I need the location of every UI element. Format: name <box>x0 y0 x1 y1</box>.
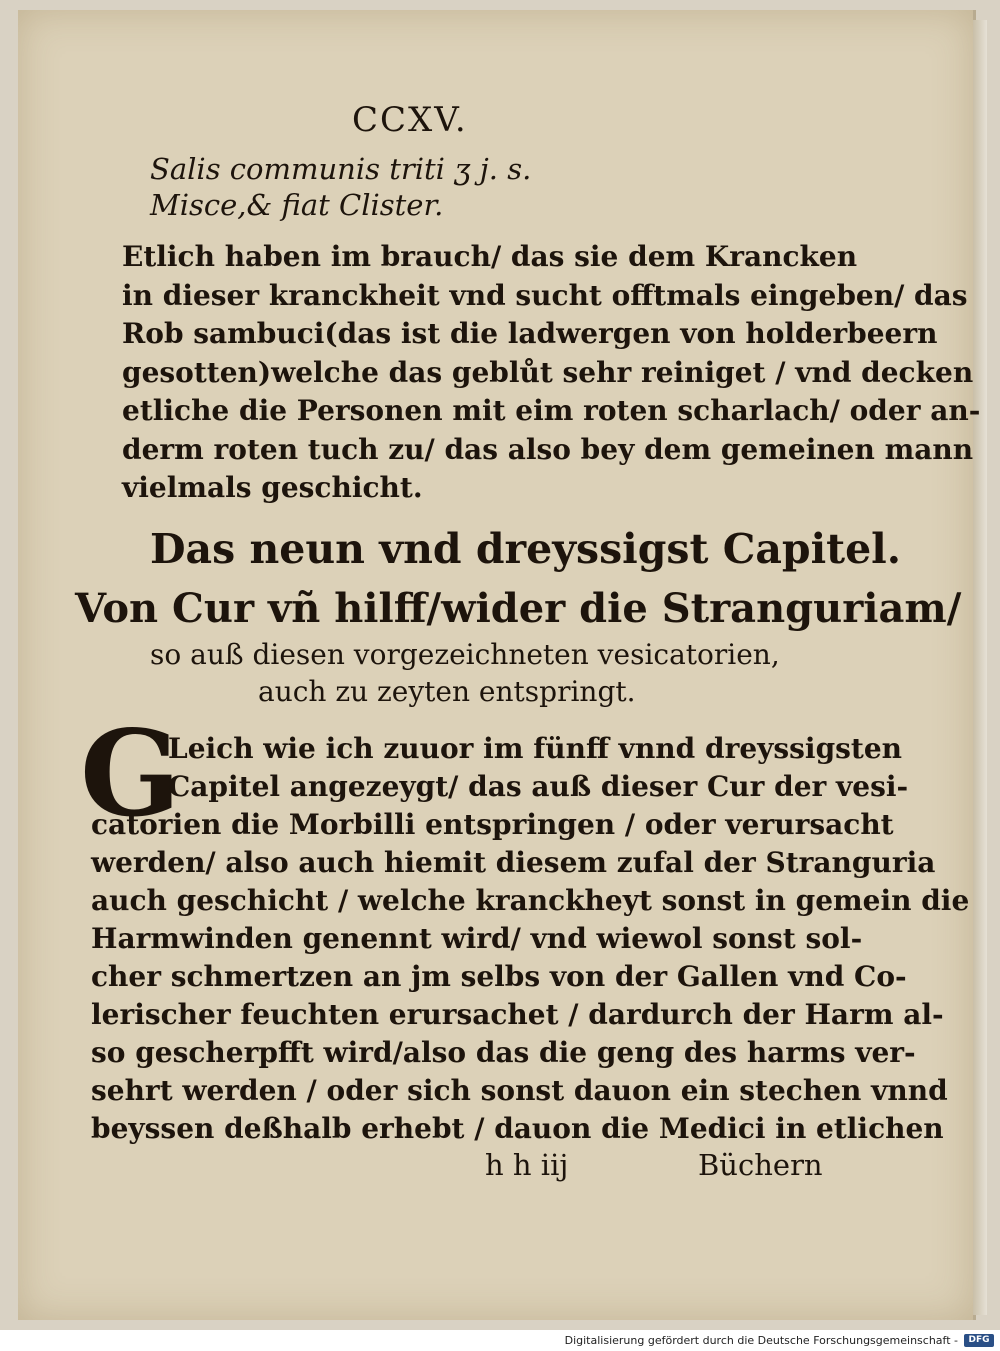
text-line: so gescherpfft wird/also das die geng des harms ver- <box>91 1036 916 1069</box>
chapter-subtitle: auch zu zeyten entspringt. <box>258 675 636 708</box>
page-number: CCXV. <box>352 100 468 140</box>
paragraph-2-indented <box>168 730 908 806</box>
text-line: in dieser kranckheit vnd sucht offtmals eingeben/ das <box>122 278 968 312</box>
text-line: Rob sambuci(das ist die ladwergen von holderbeern <box>122 317 938 350</box>
text-line: derm roten tuch zu/ das also bey dem gemeinen mann <box>122 432 974 466</box>
recipe-line: Salis communis triti ʒ j. s. <box>150 152 532 186</box>
chapter-heading: Das neun vnd dreyssigst Capitel. <box>150 525 902 573</box>
text-line: etliche die Personen mit eim roten scharlach/ oder an- <box>122 394 981 427</box>
text-line: sehrt werden / oder sich sonst dauon ein stechen vnnd <box>91 1074 948 1107</box>
text-line: werden/ also auch hiemit diesem zufal der Stranguria <box>91 846 936 879</box>
dfg-logo-icon: DFG <box>964 1334 994 1347</box>
text-line: Leich wie ich zuuor im fünff vnnd dreyssigsten <box>168 732 903 765</box>
chapter-title: Von Cur vñ hilff/wider die Stranguriam/ <box>75 585 962 632</box>
text-line: Etlich haben im brauch/ das sie dem Krancken <box>122 240 858 273</box>
chapter-subtitle: so auß diesen vorgezeichneten vesicatorien, <box>150 638 780 671</box>
text-line: cher schmertzen an jm selbs von der Gallen vnd Co- <box>91 960 907 993</box>
text-line: catorien die Morbilli entspringen / oder verursacht <box>91 808 894 841</box>
text-line: beyssen deßhalb erhebt / dauon die Medici in etlichen <box>91 1112 944 1145</box>
text-line: vielmals geschicht. <box>122 471 423 504</box>
page-edge <box>973 20 987 1315</box>
paragraph-2 <box>91 806 969 1148</box>
signature-mark: h h iij <box>485 1148 569 1182</box>
text-line: Harmwinden genennt wird/ vnd wiewol sonst sol- <box>91 922 863 955</box>
catchword: Büchern <box>698 1148 823 1182</box>
recipe-line: Misce,& fiat Clister. <box>150 188 444 222</box>
funding-notice: Digitalisierung gefördert durch die Deutsche Forschungsgemeinschaft - <box>564 1334 958 1347</box>
text-line: auch geschicht / welche kranckheyt sonst in gemein die <box>91 884 970 917</box>
text-line: Capitel angezeygt/ das auß dieser Cur der vesi- <box>168 770 909 803</box>
drop-cap: G <box>80 704 181 843</box>
paragraph-1 <box>122 238 980 508</box>
text-line: lerischer feuchten erursachet / dardurch der Harm al- <box>91 998 944 1031</box>
text-line: gesotten)welche das geblůt sehr reiniget / vnd decken <box>122 355 974 389</box>
